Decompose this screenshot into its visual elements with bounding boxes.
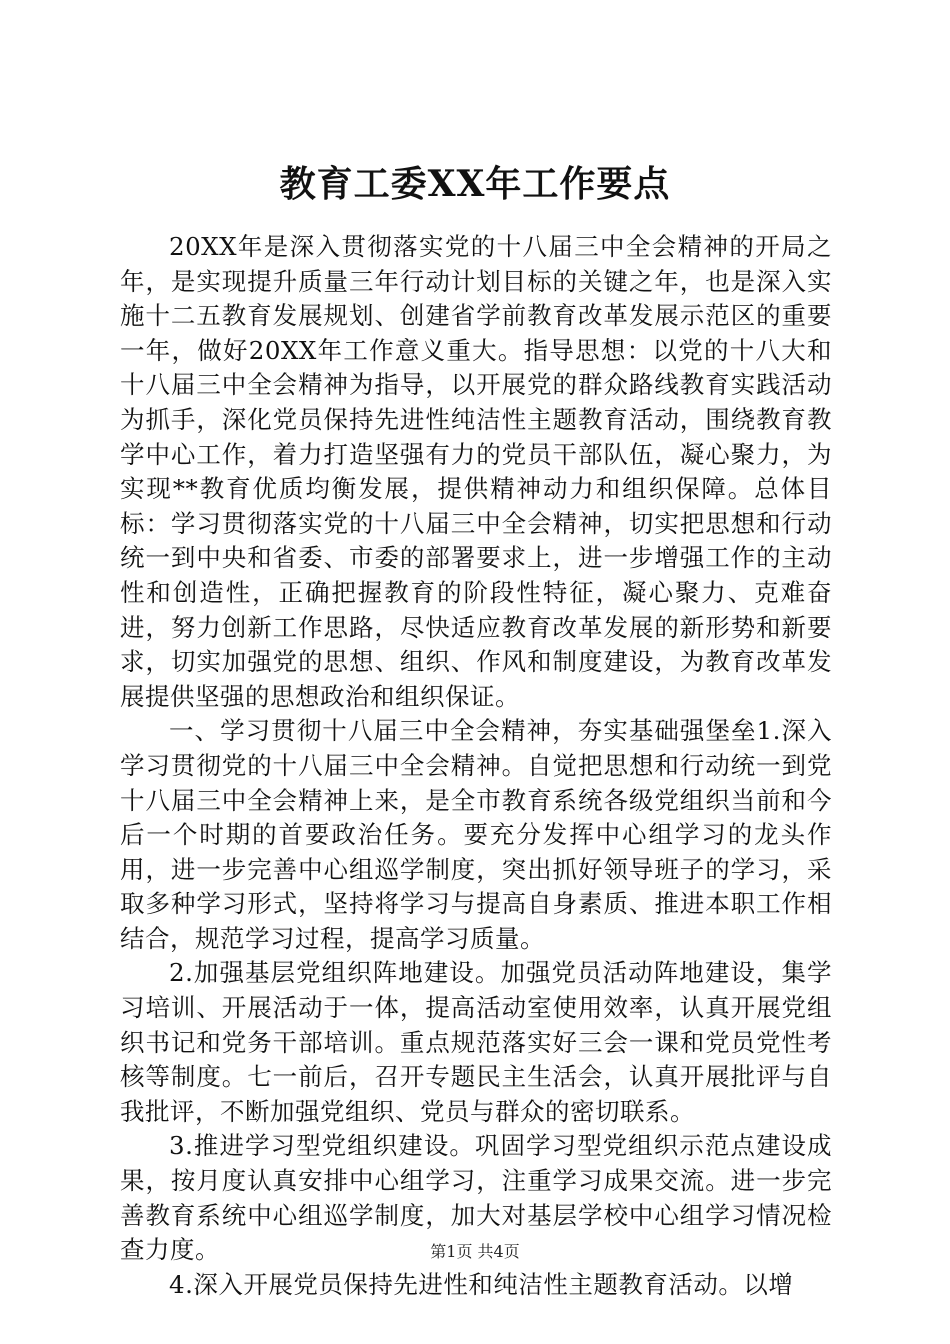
paragraph-item-2: 2.加强基层党组织阵地建设。加强党员活动阵地建设，集学习培训、开展活动于一体，提高活动室使用效率，认真开展党组织书记和党务干部培训。重点规范落实好三会一课和党员党性考核等制度。七一前后，召开专题民主生活会，认真开展批评与自我批评，不断加强党组织、党员与群众的密切联系。: [120, 958, 832, 1126]
paragraph-intro: 20XX年是深入贯彻落实党的十八届三中全会精神的开局之年，是实现提升质量三年行动计划目标的关键之年，也是深入实施十二五教育发展规划、创建省学前教育改革发展示范区的重要一年，做好20XX年工作意义重大。指导思想：以党的十八大和十八届三中全会精神为指导，以开展党的群众路线教育实践活动为抓手，深化党员保持先进性纯洁性主题教育活动，围绕教育教学中心工作，着力打造坚强有力的党员干部队伍，凝心聚力，为实现**教育优质均衡发展，提供精神动力和组织保障。总体目标：学习贯彻落实党的十八届三中全会精神，切实把思想和行动统一到中央和省委、市委的部署要求上，进一步增强工作的主动性和创造性，正确把握教育的阶段性特征，凝心聚力、克难奋进，努力创新工作思路，尽快适应教育改革发展的新形势和新要求，切实加强党的思想、组织、作风和制度建设，为教育改革发展提供坚强的思想政治和组织保证。: [120, 232, 832, 711]
page-number-footer: 第1页 共4页: [430, 1242, 520, 1261]
paragraph-section-1: 一、学习贯彻十八届三中全会精神，夯实基础强堡垒1.深入学习贯彻党的十八届三中全会精神。自觉把思想和行动统一到党十八届三中全会精神上来，是全市教育系统各级党组织当前和今后一个时期的首要政治任务。要充分发挥中心组学习的龙头作用，进一步完善中心组巡学制度，突出抓好领导班子的学习，采取多种学习形式，坚持将学习与提高自身素质、推进本职工作相结合，规范学习过程，提高学习质量。: [120, 716, 832, 953]
paragraph-item-3: 3.推进学习型党组织建设。巩固学习型党组织示范点建设成果，按月度认真安排中心组学习，注重学习成果交流。进一步完善教育系统中心组巡学制度，加大对基层学校中心组学习情况检查力度。: [120, 1131, 832, 1265]
document-body: [120, 230, 832, 1302]
document-title: 教育工委XX年工作要点: [279, 163, 671, 205]
paragraph-item-4: 4.深入开展党员保持先进性和纯洁性主题教育活动。以增: [169, 1269, 794, 1299]
